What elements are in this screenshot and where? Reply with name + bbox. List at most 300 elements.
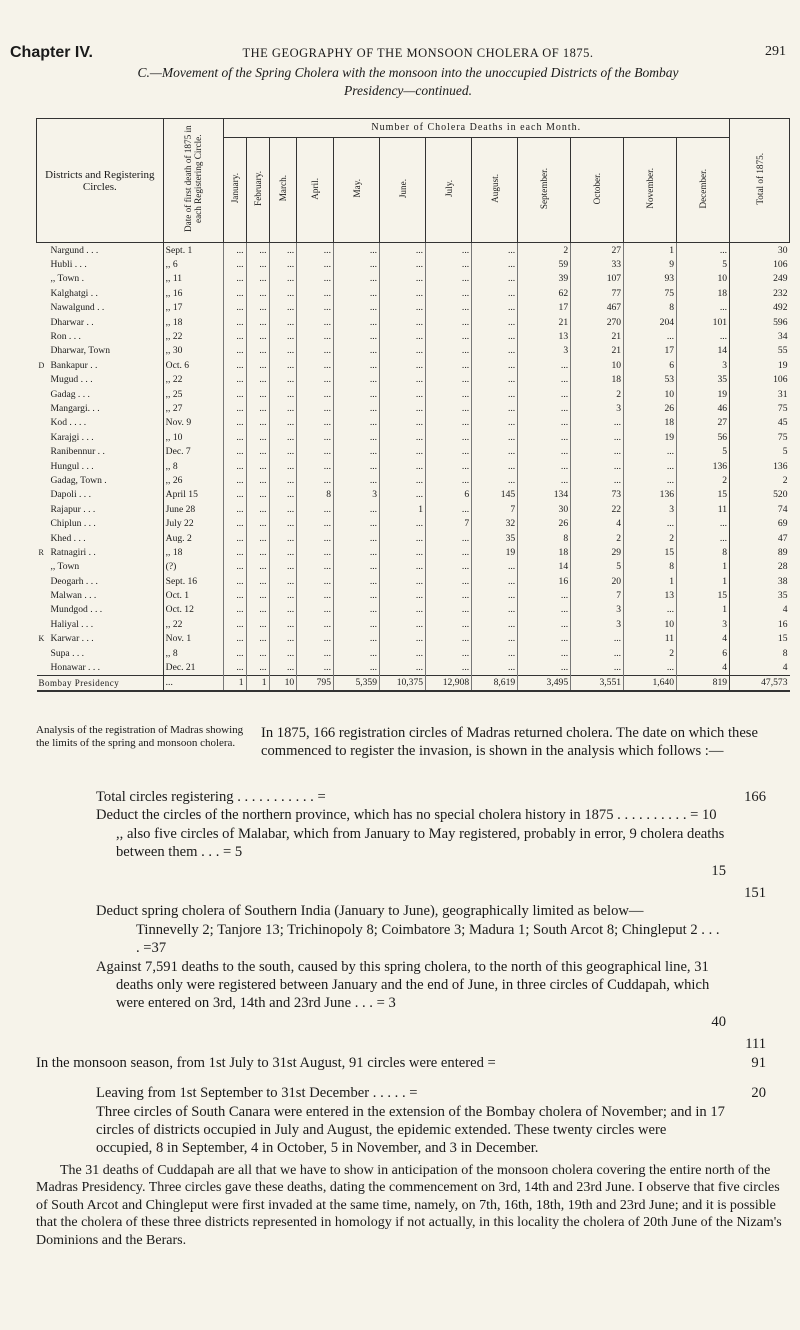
month-value: ... (333, 603, 379, 617)
month-value: ... (426, 473, 472, 487)
month-value: 136 (677, 459, 730, 473)
month-value: 4 (677, 660, 730, 675)
month-value: ... (223, 373, 246, 387)
month-value: ... (677, 531, 730, 545)
table-row (37, 358, 790, 372)
total-value: 795 (297, 675, 334, 691)
month-value: 101 (677, 315, 730, 329)
month-value: ... (426, 660, 472, 675)
total-value: 1 (246, 675, 269, 691)
month-value: ... (426, 301, 472, 315)
first-death-date: ,, 30 (163, 344, 223, 358)
month-value: 4 (677, 632, 730, 646)
circle-name: Deogarh . . . (50, 575, 98, 587)
circle-name: Kalghatgi . . (50, 287, 98, 299)
month-value: ... (297, 430, 334, 444)
month-value: 3 (571, 603, 624, 617)
month-value: ... (380, 315, 426, 329)
row-total: 2 (730, 473, 790, 487)
circle-name: Ranibennur . . (50, 446, 105, 458)
table-row (37, 344, 790, 358)
month-value: ... (246, 632, 269, 646)
month-value: 1 (624, 243, 677, 258)
row-total: 520 (730, 488, 790, 502)
month-value: ... (269, 430, 297, 444)
month-value: 39 (518, 272, 571, 286)
month-value: 19 (472, 545, 518, 559)
month-value: ... (246, 315, 269, 329)
first-death-date: Dec. 7 (163, 444, 223, 458)
month-header: October. (571, 137, 624, 242)
month-value: ... (380, 373, 426, 387)
month-value: ... (333, 358, 379, 372)
first-death-date: Oct. 1 (163, 588, 223, 602)
month-value: ... (518, 660, 571, 675)
month-value: ... (269, 401, 297, 415)
circle-name: Kod . . . . (50, 417, 87, 429)
month-value: ... (297, 545, 334, 559)
month-value: 8 (518, 531, 571, 545)
month-value: ... (223, 329, 246, 343)
month-value: ... (246, 401, 269, 415)
month-value: ... (269, 632, 297, 646)
table-row (37, 401, 790, 415)
month-value: ... (297, 617, 334, 631)
month-value: ... (269, 243, 297, 258)
circle-name: Haliyal . . . (50, 618, 94, 630)
month-value: ... (297, 459, 334, 473)
month-value: 56 (677, 430, 730, 444)
month-value: 33 (571, 257, 624, 271)
month-value: 35 (472, 531, 518, 545)
month-value: ... (380, 646, 426, 660)
month-value: ... (426, 531, 472, 545)
first-death-date: Aug. 2 (163, 531, 223, 545)
month-value: 35 (677, 373, 730, 387)
month-value: ... (246, 473, 269, 487)
intro-paragraph: In 1875, 166 registration circles of Madras returned cholera. The date on which these commenced to register the invasion, is shown in the analysis which follows :— (261, 725, 758, 760)
month-value: ... (269, 358, 297, 372)
month-value: ... (333, 387, 379, 401)
month-value: ... (246, 560, 269, 574)
month-value: 21 (571, 329, 624, 343)
circle-name: Ron . . . (50, 331, 81, 343)
month-header: August. (472, 137, 518, 242)
month-value: 15 (677, 488, 730, 502)
month-value: 467 (571, 301, 624, 315)
month-value: ... (472, 257, 518, 271)
month-value: ... (223, 387, 246, 401)
month-value: ... (426, 358, 472, 372)
line-cuddapah: Against 7,591 deaths to the south, caused by this spring cholera, to the north of this geographical line, 31 deaths only were registered between January and the end of June, in three circles of Cuddapah, which were entered on 3rd, 14th and 23rd June . . . = 3 (96, 958, 710, 1012)
circle-name: Mundgod . . . (50, 604, 103, 616)
month-value: ... (246, 329, 269, 343)
row-total: 75 (730, 401, 790, 415)
first-death-date: Dec. 21 (163, 660, 223, 675)
line-leaving: Leaving from 1st September to 31st December . . . . . = 20 (96, 1085, 766, 1102)
month-value: 17 (518, 301, 571, 315)
month-value: ... (246, 646, 269, 660)
month-value: ... (223, 588, 246, 602)
table-row (37, 574, 790, 588)
month-value: ... (380, 660, 426, 675)
month-value: ... (426, 588, 472, 602)
month-value: ... (333, 315, 379, 329)
month-value: 14 (518, 560, 571, 574)
month-value: ... (246, 257, 269, 271)
row-total: 38 (730, 574, 790, 588)
month-value: 7 (571, 588, 624, 602)
month-header: March. (269, 137, 297, 242)
month-value: 77 (571, 286, 624, 300)
total-value: 5,359 (333, 675, 379, 691)
month-value: ... (333, 660, 379, 675)
month-value: ... (223, 473, 246, 487)
month-value: 46 (677, 401, 730, 415)
month-value: ... (571, 430, 624, 444)
month-value: 26 (518, 516, 571, 530)
row-total: 69 (730, 516, 790, 530)
month-value: ... (677, 301, 730, 315)
row-total: 30 (730, 243, 790, 258)
month-value: 10 (571, 358, 624, 372)
month-value: 270 (571, 315, 624, 329)
month-value: ... (223, 358, 246, 372)
month-value: ... (472, 459, 518, 473)
month-value: 6 (426, 488, 472, 502)
month-value: ... (223, 560, 246, 574)
month-value: ... (223, 660, 246, 675)
month-value: ... (380, 286, 426, 300)
month-value: ... (297, 387, 334, 401)
month-value: 16 (518, 574, 571, 588)
month-value: ... (246, 488, 269, 502)
month-value: ... (426, 286, 472, 300)
month-value: ... (223, 416, 246, 430)
row-total: 249 (730, 272, 790, 286)
month-value: 5 (677, 444, 730, 458)
table-row (37, 243, 790, 258)
month-value: ... (426, 329, 472, 343)
month-value: ... (426, 502, 472, 516)
subtotal-1: 15 (711, 862, 726, 879)
closing-paragraph: The 31 deaths of Cuddapah are all that we have to show in anticipation of the monsoon cholera covering the entire north of the Madras Presidency. Three circles gave these deaths, dating the commencement on 3rd, 14th and 23rd June. I observe that five circles of South Arcot and Chingleput were first invaded at the same time, namely, on 7th, 16th, 18th, 19th and 23rd June; and it is possible that the cholera of these three districts represented in homology if not actually, in this locality the cholera of 20th June of the Nizam's Dominions and the Berars. (36, 1162, 782, 1248)
circle-name: K Karwar . . . (38, 633, 94, 645)
month-value: ... (333, 401, 379, 415)
month-value: ... (297, 329, 334, 343)
table-row (37, 373, 790, 387)
row-total: 75 (730, 430, 790, 444)
table-row (37, 560, 790, 574)
month-value: ... (333, 416, 379, 430)
month-value: 3 (518, 344, 571, 358)
month-value: ... (426, 430, 472, 444)
month-value: ... (518, 373, 571, 387)
month-value: ... (333, 560, 379, 574)
month-value: ... (246, 574, 269, 588)
total-value: 8,619 (472, 675, 518, 691)
month-value: ... (571, 646, 624, 660)
month-value: 14 (677, 344, 730, 358)
month-value: ... (472, 603, 518, 617)
remainder-1: 151 (744, 885, 766, 902)
circle-name: Dharwar . . (50, 316, 94, 328)
month-value: 2 (624, 531, 677, 545)
month-value: ... (426, 373, 472, 387)
table-row (37, 632, 790, 646)
month-value: ... (333, 430, 379, 444)
first-death-date: June 28 (163, 502, 223, 516)
row-total: 596 (730, 315, 790, 329)
month-value: ... (297, 301, 334, 315)
total-value: 10,375 (380, 675, 426, 691)
month-value: 8 (677, 545, 730, 559)
month-value: ... (380, 545, 426, 559)
month-value: 27 (571, 243, 624, 258)
month-value: ... (333, 531, 379, 545)
month-value: ... (426, 243, 472, 258)
month-value: ... (518, 401, 571, 415)
month-value: ... (472, 646, 518, 660)
month-value: 3 (571, 617, 624, 631)
text-body (36, 724, 786, 1249)
total-value: 10 (269, 675, 297, 691)
month-value: ... (246, 459, 269, 473)
month-value: ... (269, 473, 297, 487)
header-number: Number of Cholera Deaths in each Month. (223, 119, 730, 138)
month-value: ... (297, 660, 334, 675)
month-value: ... (518, 416, 571, 430)
line-deduct-northern: Deduct the circles of the northern province, which has no special cholera history in 1875 . . . . . . . . . . = 10 (96, 807, 717, 824)
month-value: ... (380, 387, 426, 401)
total-value: 3,495 (518, 675, 571, 691)
month-value: ... (246, 416, 269, 430)
row-total: 19 (730, 358, 790, 372)
month-value: 5 (571, 560, 624, 574)
month-value: ... (472, 660, 518, 675)
month-value: ... (472, 632, 518, 646)
month-value: ... (269, 416, 297, 430)
table-row (37, 516, 790, 530)
month-value: 2 (624, 646, 677, 660)
table-row (37, 315, 790, 329)
table-row (37, 286, 790, 300)
month-value: ... (624, 329, 677, 343)
circle-name: Khed . . . (50, 532, 86, 544)
month-value: ... (269, 301, 297, 315)
month-value: 3 (677, 617, 730, 631)
month-value: ... (380, 531, 426, 545)
total-value: ... (163, 675, 223, 691)
month-value: 1 (677, 560, 730, 574)
month-value: 3 (333, 488, 379, 502)
month-value: ... (333, 646, 379, 660)
line-monsoon: In the monsoon season, from 1st July to 31st August, 91 circles were entered = 91 (36, 1054, 766, 1071)
row-total: 5 (730, 444, 790, 458)
month-value: ... (426, 632, 472, 646)
month-value: 27 (677, 416, 730, 430)
first-death-date: ,, 18 (163, 315, 223, 329)
month-value: ... (472, 617, 518, 631)
month-value: ... (518, 387, 571, 401)
month-value: ... (380, 243, 426, 258)
month-value: ... (269, 315, 297, 329)
month-value: ... (333, 574, 379, 588)
month-value: 3 (624, 502, 677, 516)
month-value: 18 (624, 416, 677, 430)
region-label: D (38, 360, 46, 370)
month-value: 13 (624, 588, 677, 602)
line-spring-deduct: Deduct spring cholera of Southern India (January to June), geographically limited as below— (96, 903, 644, 920)
month-value: ... (571, 660, 624, 675)
month-value: ... (518, 617, 571, 631)
circle-name: Mangargi. . . (50, 402, 100, 414)
month-value: 2 (677, 473, 730, 487)
month-value: 21 (518, 315, 571, 329)
month-value: ... (333, 286, 379, 300)
month-value: ... (426, 545, 472, 559)
month-value: ... (472, 416, 518, 430)
month-value: ... (333, 588, 379, 602)
first-death-date: ,, 16 (163, 286, 223, 300)
month-value: ... (269, 488, 297, 502)
month-value: ... (223, 545, 246, 559)
month-value: ... (297, 416, 334, 430)
region-label: R (38, 547, 45, 557)
month-value: 9 (624, 257, 677, 271)
month-value: ... (297, 373, 334, 387)
row-total: 232 (730, 286, 790, 300)
month-value: ... (380, 257, 426, 271)
month-value: ... (223, 430, 246, 444)
month-value: ... (380, 444, 426, 458)
month-value: ... (297, 502, 334, 516)
month-value: ... (223, 516, 246, 530)
month-value: ... (380, 459, 426, 473)
first-death-date: July 22 (163, 516, 223, 530)
row-total: 106 (730, 373, 790, 387)
total-value: 819 (677, 675, 730, 691)
month-value: ... (269, 373, 297, 387)
circle-name: Dharwar, Town (50, 345, 111, 357)
month-value: 53 (624, 373, 677, 387)
month-value: ... (297, 603, 334, 617)
month-value: 1 (624, 574, 677, 588)
month-value: ... (380, 617, 426, 631)
table-row (37, 502, 790, 516)
month-value: 1 (677, 574, 730, 588)
table-row (37, 588, 790, 602)
month-value: ... (223, 286, 246, 300)
month-value: ... (223, 646, 246, 660)
month-header: February. (246, 137, 269, 242)
circle-name: Karajgi . . . (50, 431, 94, 443)
month-value: ... (246, 617, 269, 631)
month-value: ... (472, 473, 518, 487)
month-value: 18 (518, 545, 571, 559)
table-row (37, 257, 790, 271)
month-value: ... (472, 344, 518, 358)
first-death-date: ,, 25 (163, 387, 223, 401)
table-caption (36, 64, 780, 100)
month-value: ... (297, 444, 334, 458)
row-total: 55 (730, 344, 790, 358)
month-header: June. (380, 137, 426, 242)
month-value: ... (246, 660, 269, 675)
month-value: ... (223, 243, 246, 258)
month-value: ... (624, 660, 677, 675)
month-value: ... (269, 286, 297, 300)
month-value: ... (246, 502, 269, 516)
first-death-date: Oct. 12 (163, 603, 223, 617)
month-value: ... (426, 459, 472, 473)
caption-line-1: C.—Movement of the Spring Cholera with the monsoon into the unoccupied Districts of the Bombay (137, 65, 679, 80)
row-total: 16 (730, 617, 790, 631)
month-value: 10 (677, 272, 730, 286)
month-value: ... (297, 358, 334, 372)
month-value: ... (380, 272, 426, 286)
month-value: 15 (624, 545, 677, 559)
month-value: 6 (677, 646, 730, 660)
first-death-date: ,, 11 (163, 272, 223, 286)
month-value: ... (297, 588, 334, 602)
circle-name: D Bankapur . . (38, 359, 98, 371)
month-value: 8 (624, 301, 677, 315)
month-value: ... (269, 545, 297, 559)
month-value: ... (223, 603, 246, 617)
table-row (37, 329, 790, 343)
month-value: ... (297, 516, 334, 530)
month-value: ... (426, 574, 472, 588)
month-value: ... (297, 257, 334, 271)
month-value: 145 (472, 488, 518, 502)
month-value: 2 (571, 387, 624, 401)
month-value: ... (223, 531, 246, 545)
row-total: 34 (730, 329, 790, 343)
month-value: ... (426, 401, 472, 415)
month-value: ... (246, 588, 269, 602)
month-value: 17 (624, 344, 677, 358)
month-value: ... (269, 257, 297, 271)
cholera-table (36, 118, 790, 692)
month-value: ... (246, 516, 269, 530)
table-row (37, 272, 790, 286)
month-value: 2 (518, 243, 571, 258)
month-value: 18 (677, 286, 730, 300)
month-value: ... (518, 603, 571, 617)
month-value: ... (426, 444, 472, 458)
circle-name: Mugud . . . (50, 374, 93, 386)
month-value: ... (518, 444, 571, 458)
month-value: ... (333, 617, 379, 631)
row-total: 31 (730, 387, 790, 401)
header-districts: Districts and Registering Circles. (37, 119, 164, 243)
table-row (37, 545, 790, 559)
month-value: ... (246, 387, 269, 401)
month-value: ... (333, 502, 379, 516)
month-value: ... (246, 344, 269, 358)
month-value: 204 (624, 315, 677, 329)
month-value: ... (269, 574, 297, 588)
month-value: 75 (624, 286, 677, 300)
table-row (37, 473, 790, 487)
first-death-date: ,, 10 (163, 430, 223, 444)
table-row (37, 301, 790, 315)
month-value: ... (223, 574, 246, 588)
month-value: 2 (571, 531, 624, 545)
circle-name: Chiplun . . . (50, 518, 96, 530)
month-value: 4 (571, 516, 624, 530)
